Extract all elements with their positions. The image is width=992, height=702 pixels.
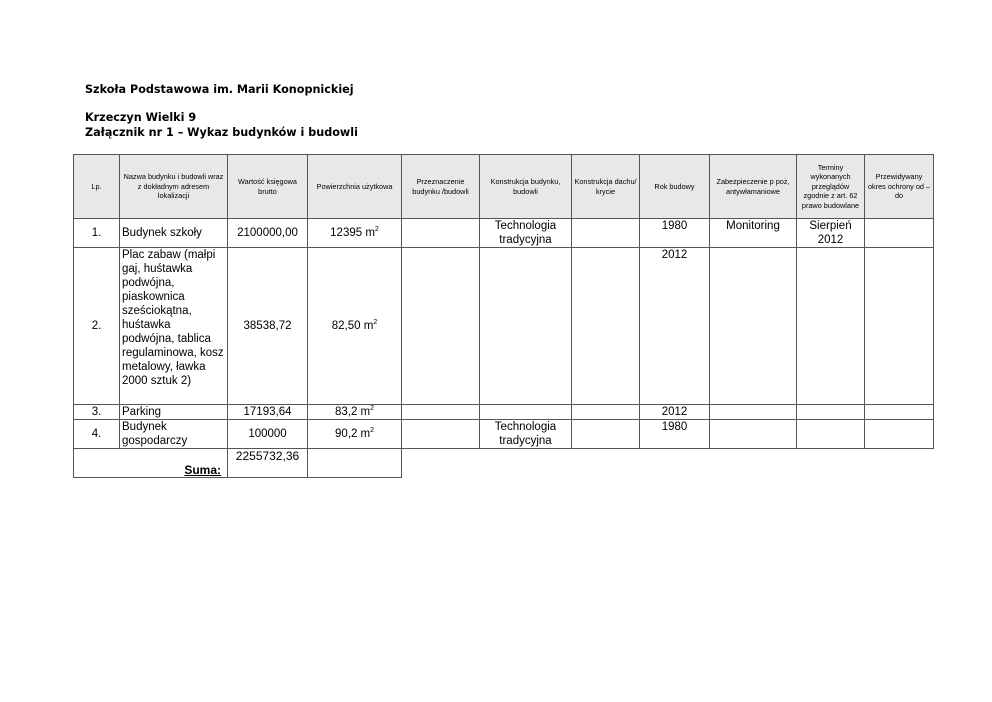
col-lp: Lp. xyxy=(74,155,120,219)
cell-protection xyxy=(865,420,934,449)
cell-construction xyxy=(480,405,572,420)
cell-name: Budynek gospodarczy xyxy=(120,420,228,449)
cell-security: Monitoring xyxy=(710,219,797,248)
buildings-table xyxy=(73,154,934,478)
cell-value: 38538,72 xyxy=(228,248,308,405)
summary-value: 2255732,36 xyxy=(228,449,308,478)
cell-purpose xyxy=(402,420,480,449)
cell-name: Budynek szkoły xyxy=(120,219,228,248)
cell-roof xyxy=(572,248,640,405)
attachment-title: Załącznik nr 1 – Wykaz budynków i budowli xyxy=(85,126,358,139)
table-row xyxy=(74,248,934,405)
table-row xyxy=(74,420,934,449)
cell-protection xyxy=(865,219,934,248)
summary-empty-cell xyxy=(308,449,402,478)
cell-value: 100000 xyxy=(228,420,308,449)
cell-inspections: Sierpień 2012 xyxy=(797,219,865,248)
col-value: Wartość księgowa brutto xyxy=(228,155,308,219)
cell-purpose xyxy=(402,405,480,420)
cell-area: 82,50 $m^2$ xyxy=(308,248,402,405)
cell-roof xyxy=(572,219,640,248)
cell-security xyxy=(710,248,797,405)
col-area: Powierzchnia użytkowa xyxy=(308,155,402,219)
summary-blank xyxy=(402,449,934,478)
summary-row xyxy=(74,449,934,478)
cell-security xyxy=(710,405,797,420)
cell-name: Plac zabaw (małpi gaj, huśtawka podwójna, piaskownica sześciokątna, huśtawka podwójna, tablica regulaminowa, kosz metalowy, ławka 2000 sztuk 2) xyxy=(120,248,228,405)
table-header-row xyxy=(74,155,934,219)
cell-roof xyxy=(572,420,640,449)
cell-construction: Technologia tradycyjna xyxy=(480,420,572,449)
col-purpose: Przeznaczenie budynku /budowli xyxy=(402,155,480,219)
cell-lp: 4. xyxy=(74,420,120,449)
cell-protection xyxy=(865,405,934,420)
cell-purpose xyxy=(402,248,480,405)
cell-purpose xyxy=(402,219,480,248)
col-name: Nazwa budynku i budowli wraz z dokładnym adresem lokalizacji xyxy=(120,155,228,219)
col-year: Rok budowy xyxy=(640,155,710,219)
cell-inspections xyxy=(797,248,865,405)
cell-value: 17193,64 xyxy=(228,405,308,420)
cell-protection xyxy=(865,248,934,405)
cell-area: 83,2 $m^2$ xyxy=(308,405,402,420)
cell-lp: 2. xyxy=(74,248,120,405)
cell-name: Parking xyxy=(120,405,228,420)
cell-year: 2012 xyxy=(640,405,710,420)
cell-roof xyxy=(572,405,640,420)
school-name: Szkoła Podstawowa im. Marii Konopnickiej xyxy=(85,83,354,96)
cell-lp: 1. xyxy=(74,219,120,248)
col-protection: Przewidywany okres ochrony od – do xyxy=(865,155,934,219)
cell-inspections xyxy=(797,420,865,449)
summary-label: Suma: xyxy=(74,449,228,478)
cell-security xyxy=(710,420,797,449)
cell-area: 90,2 $m^2$ xyxy=(308,420,402,449)
cell-inspections xyxy=(797,405,865,420)
school-address: Krzeczyn Wielki 9 xyxy=(85,111,197,124)
table-row xyxy=(74,219,934,248)
cell-lp: 3. xyxy=(74,405,120,420)
cell-value: 2100000,00 xyxy=(228,219,308,248)
cell-year: 1980 xyxy=(640,219,710,248)
cell-year: 2012 xyxy=(640,248,710,405)
cell-area: 12395 $m^2$ xyxy=(308,219,402,248)
col-roof: Konstrukcja dachu/ krycie xyxy=(572,155,640,219)
cell-construction: Technologia tradycyjna xyxy=(480,219,572,248)
table-row xyxy=(74,405,934,420)
col-construction: Konstrukcja budynku, budowli xyxy=(480,155,572,219)
col-security: Zabezpieczenie p poż, antywłamaniowe xyxy=(710,155,797,219)
col-inspections: Terminy wykonanych przeglądów zgodnie z art. 62 prawo budowlane xyxy=(797,155,865,219)
cell-construction xyxy=(480,248,572,405)
cell-year: 1980 xyxy=(640,420,710,449)
